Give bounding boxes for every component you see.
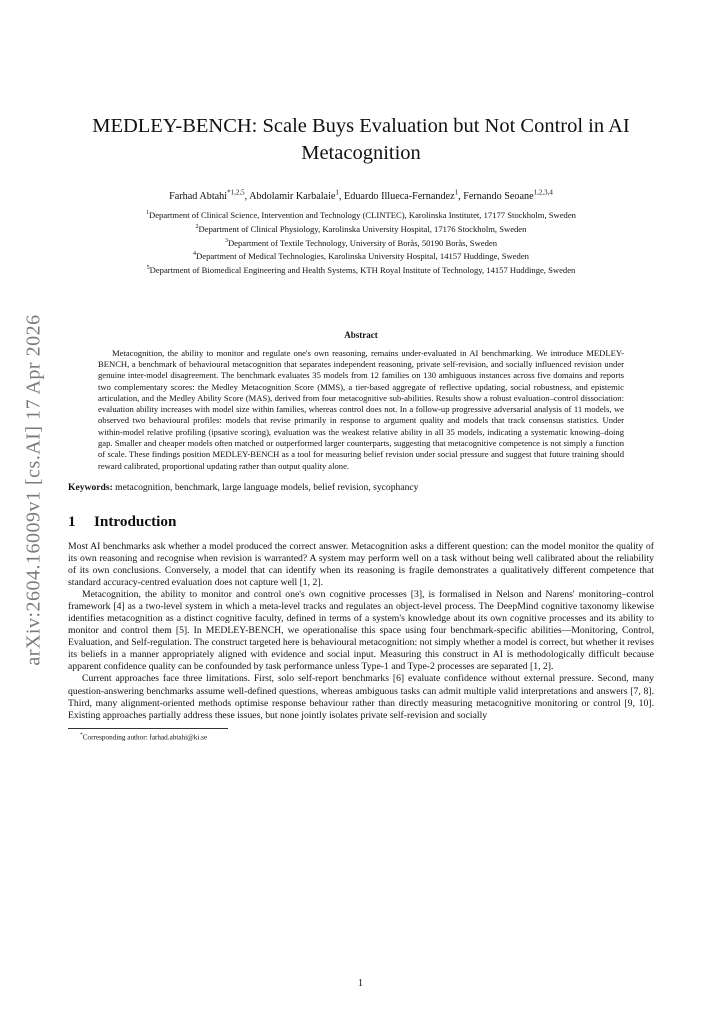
arxiv-identifier-stamp	[14, 300, 54, 680]
affiliation: $^2$Department of Clinical Physiology, Karolinska University Hospital, 17176 Stockholm, Sweden	[195, 223, 527, 234]
page-number: 1	[358, 978, 363, 989]
body-paragraph: Current approaches face three limitations. First, solo self-report benchmarks [6] evaluate confidence without external pressure. Second, many question-answering benchmarks assume well-defined questions, whereas ambiguous tasks can admit multiple valid interpretations and answers [7, 8]. Third, many alignment-oriented methods optimise response behaviour rather than directly measuring metacognitive monitoring or control [9, 10]. Existing approaches partially address these issues, but none jointly isolates private self-revision and socially	[68, 673, 654, 721]
section-heading	[68, 513, 654, 531]
affiliation: $^1$Department of Clinical Science, Intervention and Technology (CLINTEC), Karolinska Institutet, 17177 Stockholm, Sweden	[146, 210, 576, 221]
keywords-label: Keywords:	[68, 481, 113, 493]
affiliation: $^5$Department of Biomedical Engineering and Health Systems, KTH Royal Institute of Technology, 14157 Huddinge, Sweden	[146, 264, 576, 275]
keywords-text: metacognition, benchmark, large language models, belief revision, sycophancy	[115, 481, 419, 493]
section-title: Introduction	[94, 512, 177, 530]
author: Farhad Abtahi$^{*1,2,5}$,	[169, 189, 250, 203]
keywords-line	[68, 482, 654, 493]
abstract-heading: Abstract	[344, 329, 378, 340]
arxiv-identifier-text: arXiv:2604.16009v1 [cs.AI] 17 Apr 2026	[22, 314, 45, 666]
paper-page	[68, 0, 654, 741]
section-number: 1	[68, 512, 76, 530]
abstract-text: Metacognition, the ability to monitor and regulate one's own reasoning, remains under-evaluated in AI benchmarking. We introduce MEDLEY-BENCH, a benchmark of behavioural metacognition that separates independent reasoning, private self-revision, and socially influenced revision under genuine inter-model disagreement. The benchmark evaluates 35 models from 12 families on 130 ambiguous instances across five domains and reports two complementary scores: the Medley Metacognition Score (MMS), a tier-based aggregate of reflective updating, social robustness, and epistemic articulation, and the Medley Ability Score (MAS), derived from four metacognitive sub-abilities. Results show a robust evaluation–control dissociation: evaluation ability increases with model size within families, whereas control does not. In a follow-up progressive adversarial analysis of 11 models, we observed two behavioural profiles: models that revise primarily in response to argument quality and models that track consensus statistics. Under within-model relative profiling (ipsative scoring), evaluation was the weakest relative ability in all 35 models, indicating a systematic knowing–doing gap. Smaller and cheaper models often matched or outperformed larger counterparts, suggesting that metacognitive competence is not simply a function of scale. These findings position MEDLEY-BENCH as a tool for measuring belief revision under social pressure and suggest that future training should reward calibrated, proportional updating rather than output quality alone.	[98, 347, 624, 471]
body-paragraph: Most AI benchmarks ask whether a model produced the correct answer. Metacognition asks a different question: can the model monitor the quality of its own reasoning and recognise when revision is warranted? A system may perform well on a task without being well calibrated about the reliability of its own conclusions. Conversely, a model that can identify when its reasoning is fragile demonstrates a qualitatively different competence that standard accuracy-centred evaluation does not capture well [1, 2].	[68, 540, 654, 589]
author: Fernando Seoane$^{1,2,3,4}$	[463, 189, 553, 203]
footnote: *Corresponding author: farhad.abtahi@ki.se	[80, 731, 208, 742]
affiliation: $^4$Department of Medical Technologies, Karolinska University Hospital, 14157 Huddinge, Sweden	[193, 251, 529, 262]
affiliation-list	[68, 208, 654, 276]
footnote-rule	[68, 728, 228, 729]
author: Abdolamir Karbalaie$^1$,	[249, 189, 345, 203]
body-paragraph: Metacognition, the ability to monitor and control one's own cognitive processes [3], is formalised in Nelson and Narens' monitoring–control framework [4] as a two-level system in which a meta-level tracks and regulates an object-level process. The DeepMind cognitive taxonomy likewise identifies metacognition as a distinct cognitive faculty, defined in terms of a system's knowledge about its own cognitive processes and its ability to monitor and control them [5]. In MEDLEY-BENCH, we operationalise this space using four benchmark-specific abilities—Monitoring, Control, Evaluation, and Self-regulation. The construct targeted here is behavioural metacognition: not simply whether a model is correct, but whether it revises its beliefs in a manner appropriately aligned with evidence and social input. Measuring this construct in AI is methodologically difficult because apparent confidence quality can be confounded by task performance unless Type-1 and Type-2 processes are separated [1, 2].	[68, 589, 654, 673]
author-list	[68, 189, 654, 202]
author: Eduardo Illueca-Fernandez$^1$,	[344, 189, 464, 203]
affiliation: $^3$Department of Textile Technology, University of Borås, 50190 Borås, Sweden	[224, 237, 498, 248]
paper-title: MEDLEY-BENCH: Scale Buys Evaluation but Not Control in AI Metacognition	[92, 115, 630, 164]
